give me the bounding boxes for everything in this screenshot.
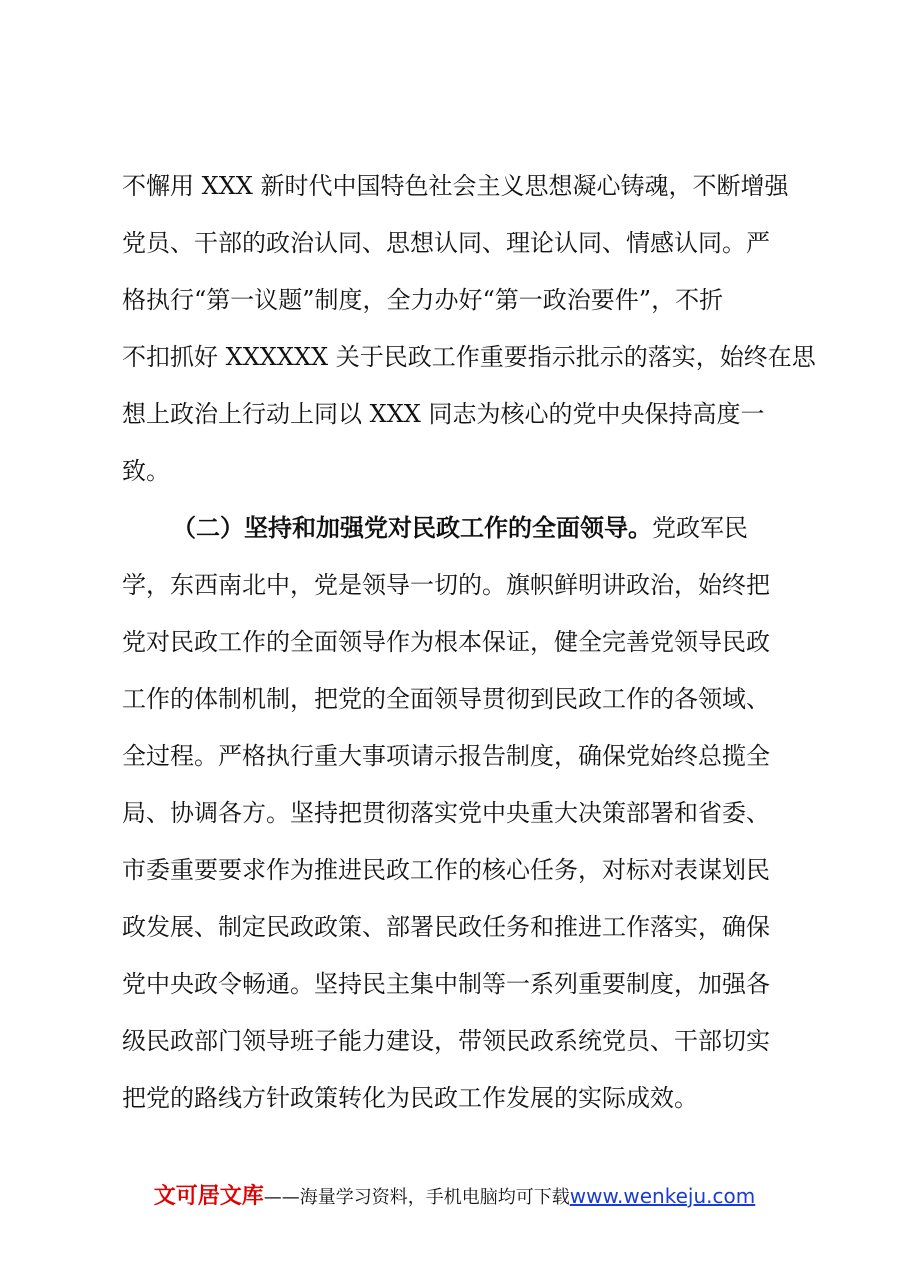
paragraph-line: 不扣抓好 XXXXXX 关于民政工作重要指示批示的落实，始终在思 [122,343,816,371]
paragraph-line: 政发展、制定民政政策、部署民政任务和推进工作落实，确保 [122,913,770,941]
footer-watermark [0,1176,909,1218]
section-heading: （二）坚持和加强党对民政工作的全面领导。 [172,514,652,542]
paragraph-line: 级民政部门领导班子能力建设，带领民政系统党员、干部切实 [122,1027,770,1055]
document-body [122,158,816,1127]
paragraph-line: 党中央政令畅通。坚持民主集中制等一系列重要制度，加强各 [122,970,770,998]
paragraph-line: 工作的体制机制，把党的全面领导贯彻到民政工作的各领域、 [122,685,770,713]
paragraph-line: 党员、干部的政治认同、思想认同、理论认同、情感认同。严 [122,229,770,257]
paragraph-line: 学，东西南北中，党是领导一切的。旗帜鲜明讲政治，始终把 [122,571,770,599]
paragraph-line: 局、协调各方。坚持把贯彻落实党中央重大决策部署和省委、 [122,799,770,827]
footer-tagline: ——海量学习资料，手机电脑均可下载 [263,1187,570,1208]
paragraph-line: 市委重要要求作为推进民政工作的核心任务，对标对表谋划民 [122,856,770,884]
paragraph-line: 不懈用 XXX 新时代中国特色社会主义思想凝心铸魂，不断增强 [122,172,789,200]
paragraph-line: 格执行“第一议题”制度，全力办好“第一政治要件”，不折 [122,286,724,314]
paragraph-line: 把党的路线方针政策转化为民政工作发展的实际成效。 [122,1084,698,1112]
section-heading-line [122,500,802,557]
paragraph-line: 想上政治上行动上同以 XXX 同志为核心的党中央保持高度一 [122,400,765,428]
paragraph-line-rest: 党政军民 [652,514,748,542]
footer-brand: 文可居文库 [153,1184,264,1209]
paragraph-line: 全过程。严格执行重大事项请示报告制度，确保党始终总揽全 [122,742,770,770]
paragraph-line: 致。 [122,457,170,485]
footer-website-link[interactable]: www.wenkeju.com [569,1184,756,1208]
paragraph-line: 党对民政工作的全面领导作为根本保证，健全完善党领导民政 [122,628,770,656]
